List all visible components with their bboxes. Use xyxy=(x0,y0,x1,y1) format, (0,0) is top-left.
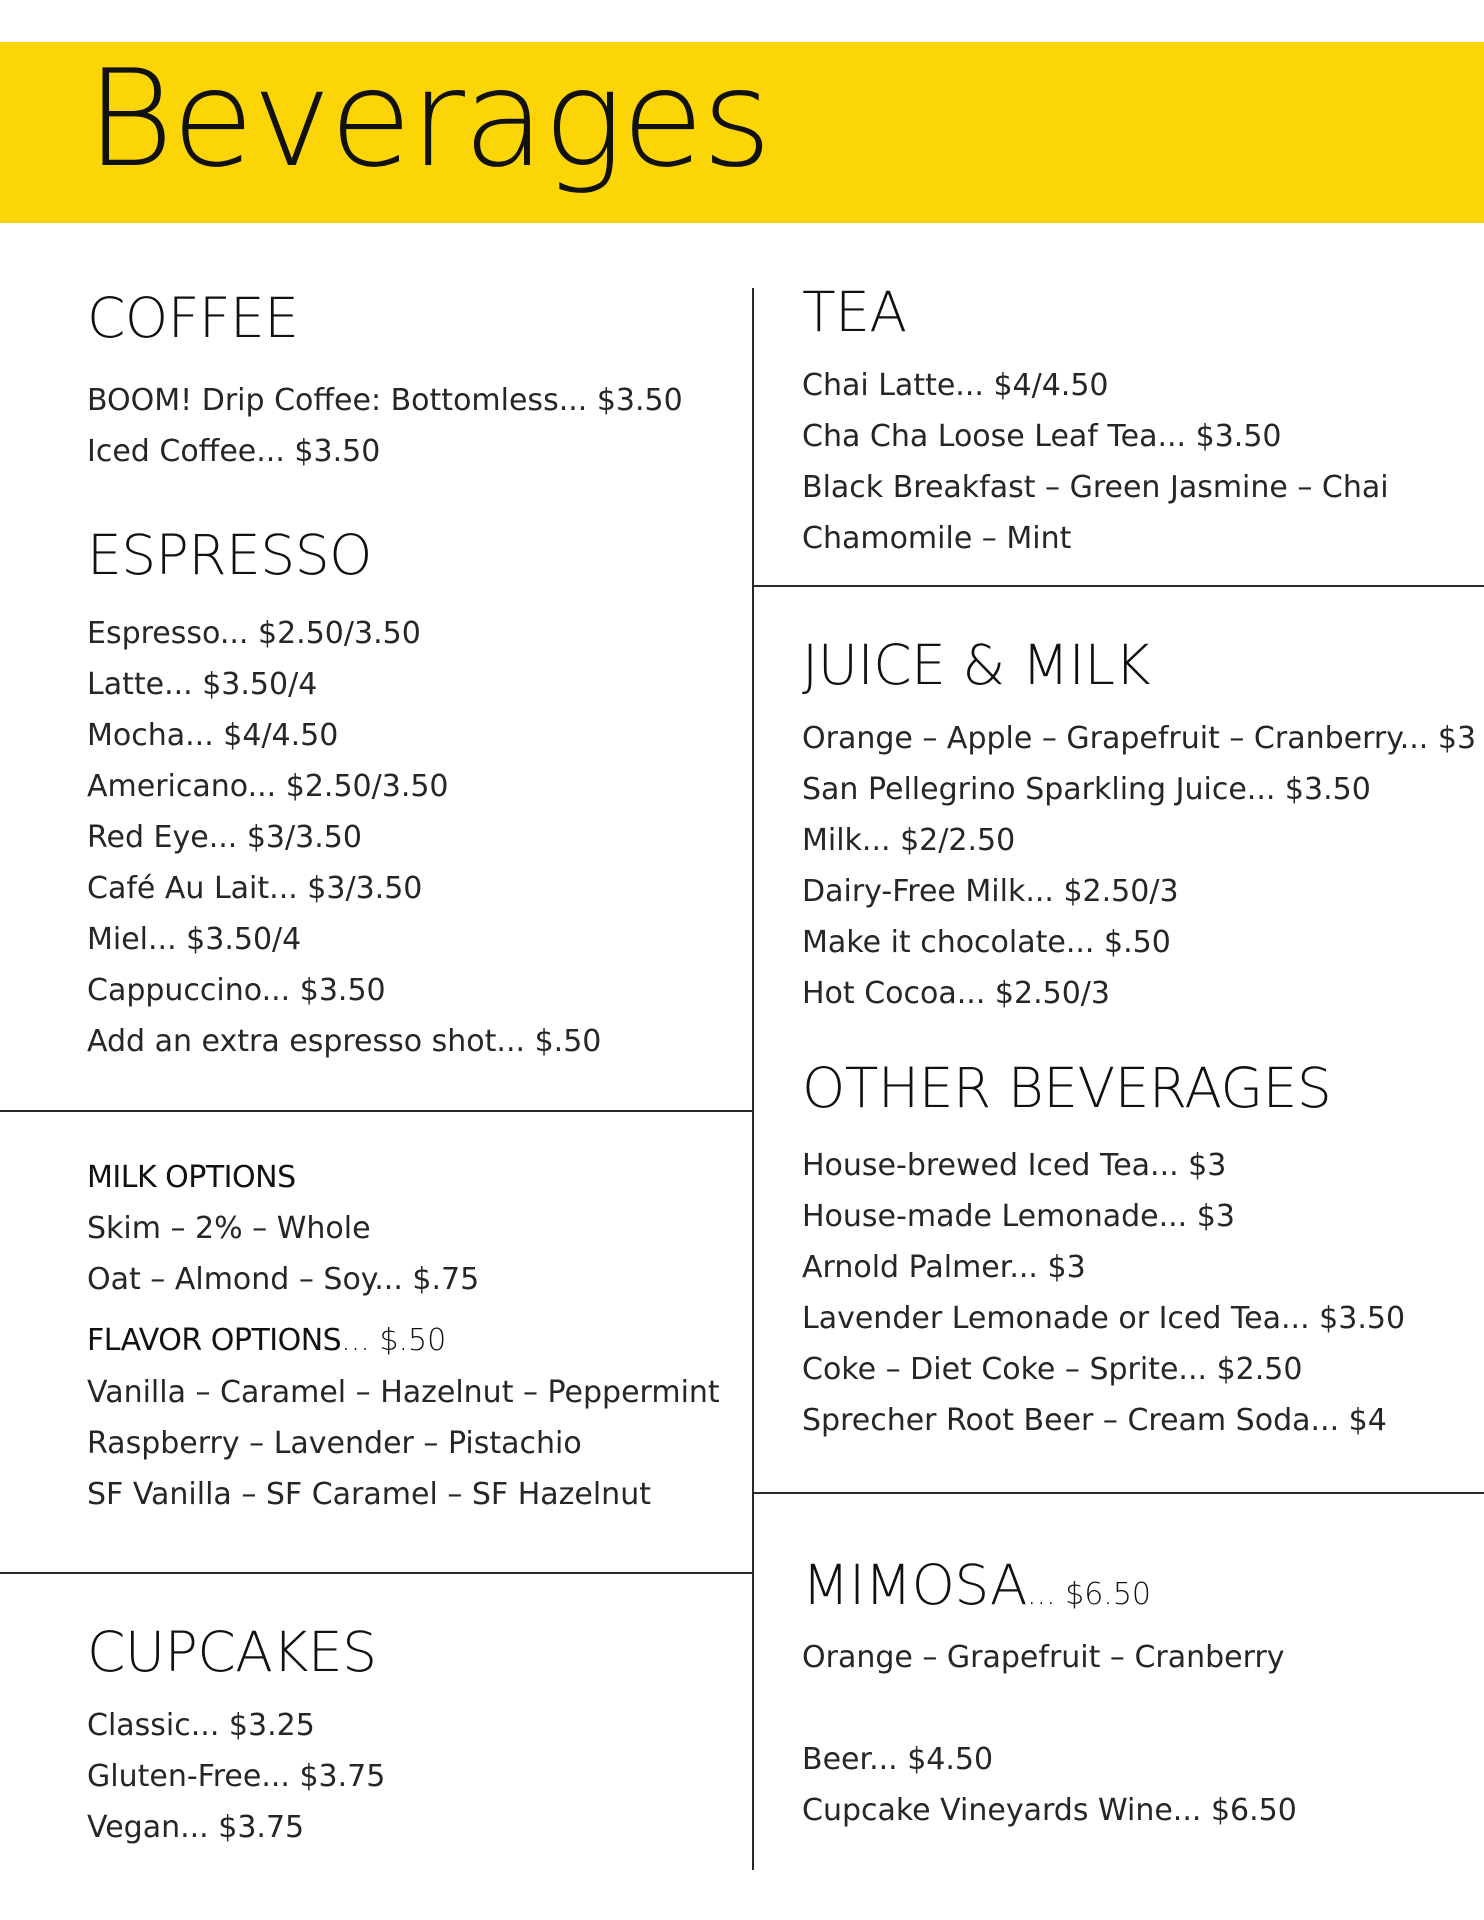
divider-right-2 xyxy=(753,1492,1484,1494)
list-item: Vegan... $3.75 xyxy=(87,1810,305,1845)
list-item: Sprecher Root Beer – Cream Soda... $4 xyxy=(802,1403,1387,1438)
coffee-list xyxy=(87,375,683,477)
cupcakes-list xyxy=(87,1700,385,1853)
espresso-heading: ESPRESSO xyxy=(87,523,372,587)
list-item: Make it chocolate... $.50 xyxy=(802,925,1171,960)
list-item: Orange – Apple – Grapefruit – Cranberry... $3 xyxy=(802,721,1477,756)
list-item: Raspberry – Lavender – Pistachio xyxy=(87,1426,582,1461)
divider-left-1 xyxy=(0,1110,753,1112)
list-item: Café Au Lait... $3/3.50 xyxy=(87,871,423,906)
list-item: Miel... $3.50/4 xyxy=(87,922,302,957)
flavor-options-heading xyxy=(87,1323,446,1358)
milk-options-heading: MILK OPTIONS xyxy=(87,1160,296,1195)
list-item: Mocha... $4/4.50 xyxy=(87,718,339,753)
milk-options-list xyxy=(87,1203,479,1305)
divider-right-1 xyxy=(753,585,1484,587)
list-item: Gluten-Free... $3.75 xyxy=(87,1759,386,1794)
column-divider xyxy=(752,288,754,1870)
extras-list xyxy=(802,1734,1297,1836)
flavor-options-title: FLAVOR OPTIONS xyxy=(87,1323,342,1358)
list-item: Vanilla – Caramel – Hazelnut – Peppermint xyxy=(87,1375,720,1410)
list-item: Coke – Diet Coke – Sprite... $2.50 xyxy=(802,1352,1303,1387)
list-item: SF Vanilla – SF Caramel – SF Hazelnut xyxy=(87,1477,651,1512)
list-item: Dairy-Free Milk... $2.50/3 xyxy=(802,874,1179,909)
other-beverages-heading: OTHER BEVERAGES xyxy=(802,1056,1332,1120)
list-item: Red Eye... $3/3.50 xyxy=(87,820,362,855)
list-item: Cupcake Vineyards Wine... $6.50 xyxy=(802,1793,1297,1828)
espresso-list xyxy=(87,608,601,1067)
page-title: Beverages xyxy=(86,41,770,197)
list-item: Lavender Lemonade or Iced Tea... $3.50 xyxy=(802,1301,1406,1336)
list-item: Beer... $4.50 xyxy=(802,1742,994,1777)
juice-milk-heading: JUICE & MILK xyxy=(802,633,1151,697)
list-item: Americano... $2.50/3.50 xyxy=(87,769,449,804)
list-item: Milk... $2/2.50 xyxy=(802,823,1016,858)
list-item: Hot Cocoa... $2.50/3 xyxy=(802,976,1110,1011)
flavor-options-price: ... $.50 xyxy=(341,1323,447,1358)
list-item: BOOM! Drip Coffee: Bottomless... $3.50 xyxy=(87,383,683,418)
list-item: Oat – Almond – Soy... $.75 xyxy=(87,1262,480,1297)
list-item: Espresso... $2.50/3.50 xyxy=(87,616,421,651)
cupcakes-heading: CUPCAKES xyxy=(87,1620,377,1684)
juice-milk-list xyxy=(802,713,1476,1019)
mimosa-price: ... $6.50 xyxy=(1026,1577,1152,1612)
mimosa-heading xyxy=(802,1553,1151,1617)
list-item: House-brewed Iced Tea... $3 xyxy=(802,1148,1227,1183)
tea-list xyxy=(802,360,1389,564)
list-item: Cappuccino... $3.50 xyxy=(87,973,386,1008)
flavor-options-list xyxy=(87,1367,720,1520)
coffee-heading: COFFEE xyxy=(87,286,299,350)
list-item: Skim – 2% – Whole xyxy=(87,1211,371,1246)
list-item: House-made Lemonade... $3 xyxy=(802,1199,1235,1234)
mimosa-list xyxy=(802,1632,1285,1683)
list-item: Add an extra espresso shot... $.50 xyxy=(87,1024,602,1059)
divider-left-2 xyxy=(0,1572,753,1574)
other-beverages-list xyxy=(802,1140,1405,1446)
list-item: San Pellegrino Sparkling Juice... $3.50 xyxy=(802,772,1371,807)
list-item: Classic... $3.25 xyxy=(87,1708,315,1743)
list-item: Cha Cha Loose Leaf Tea... $3.50 xyxy=(802,419,1282,454)
list-item: Chamomile – Mint xyxy=(802,521,1072,556)
list-item: Orange – Grapefruit – Cranberry xyxy=(802,1640,1285,1675)
list-item: Black Breakfast – Green Jasmine – Chai xyxy=(802,470,1389,505)
list-item: Arnold Palmer... $3 xyxy=(802,1250,1086,1285)
mimosa-title: MIMOSA xyxy=(802,1553,1027,1617)
list-item: Latte... $3.50/4 xyxy=(87,667,318,702)
list-item: Chai Latte... $4/4.50 xyxy=(802,368,1109,403)
tea-heading: TEA xyxy=(802,280,907,344)
list-item: Iced Coffee... $3.50 xyxy=(87,434,381,469)
